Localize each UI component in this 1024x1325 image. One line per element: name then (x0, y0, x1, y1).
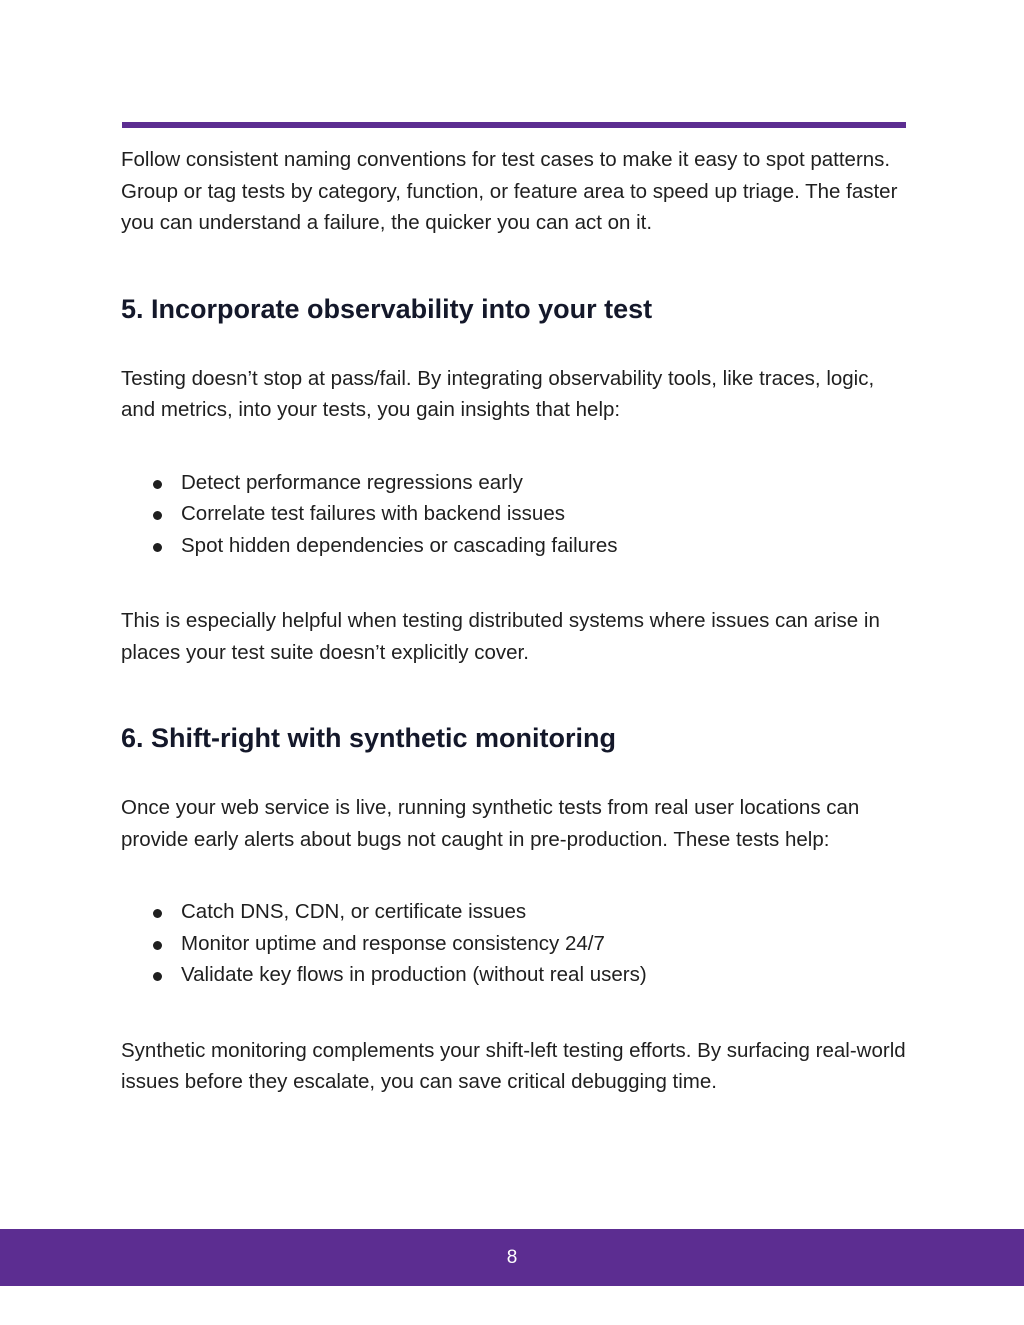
bullet-text: Catch DNS, CDN, or certificate issues (181, 900, 527, 923)
list-item (121, 959, 911, 991)
top-accent-rule (122, 122, 906, 128)
list-item (121, 928, 911, 960)
bullet-text: Correlate test failures with backend issues (181, 502, 565, 525)
page-footer (0, 1229, 1024, 1286)
page-content (121, 144, 911, 1098)
bullet-icon (153, 511, 162, 520)
list-item (121, 530, 911, 562)
list-item (121, 896, 911, 928)
section-6-bullet-list (121, 896, 911, 991)
bullet-text: Spot hidden dependencies or cascading failures (181, 533, 618, 557)
bullet-icon (153, 909, 162, 918)
intro-paragraph: Follow consistent naming conventions for test cases to make it easy to spot patterns. Group or tag tests by category, function, or feature area to speed up triage. The faster you can understand a failure, the quicker you can act on it. (121, 148, 898, 234)
bullet-icon (153, 941, 162, 950)
section-6-paragraph: Once your web service is live, running synthetic tests from real user locations can provide early alerts about bugs not caught in pre-production. These tests help: (121, 796, 860, 851)
section-5-closing: This is especially helpful when testing distributed systems where issues can arise in places your test suite doesn’t explicitly cover. (121, 609, 880, 664)
page-number: 8 (506, 1246, 518, 1268)
list-item (121, 467, 911, 499)
section-5-bullet-list (121, 467, 911, 562)
bullet-text: Validate key flows in production (without real users) (181, 963, 647, 986)
bullet-icon (153, 543, 162, 552)
section-6-closing: Synthetic monitoring complements your shift-left testing efforts. By surfacing real-world issues before they escalate, you can save critical debugging time. (121, 1038, 906, 1093)
bullet-icon (153, 480, 162, 489)
bullet-icon (153, 972, 162, 981)
bullet-text: Detect performance regressions early (181, 470, 523, 494)
list-item (121, 498, 911, 530)
section-6-heading: 6. Shift-right with synthetic monitoring (121, 723, 616, 753)
section-5-heading: 5. Incorporate observability into your test (121, 293, 653, 324)
bullet-text: Monitor uptime and response consistency 24/7 (181, 931, 605, 955)
section-5-paragraph: Testing doesn’t stop at pass/fail. By integrating observability tools, like traces, logic, and metrics, into your tests, you gain insights that help: (121, 366, 875, 421)
